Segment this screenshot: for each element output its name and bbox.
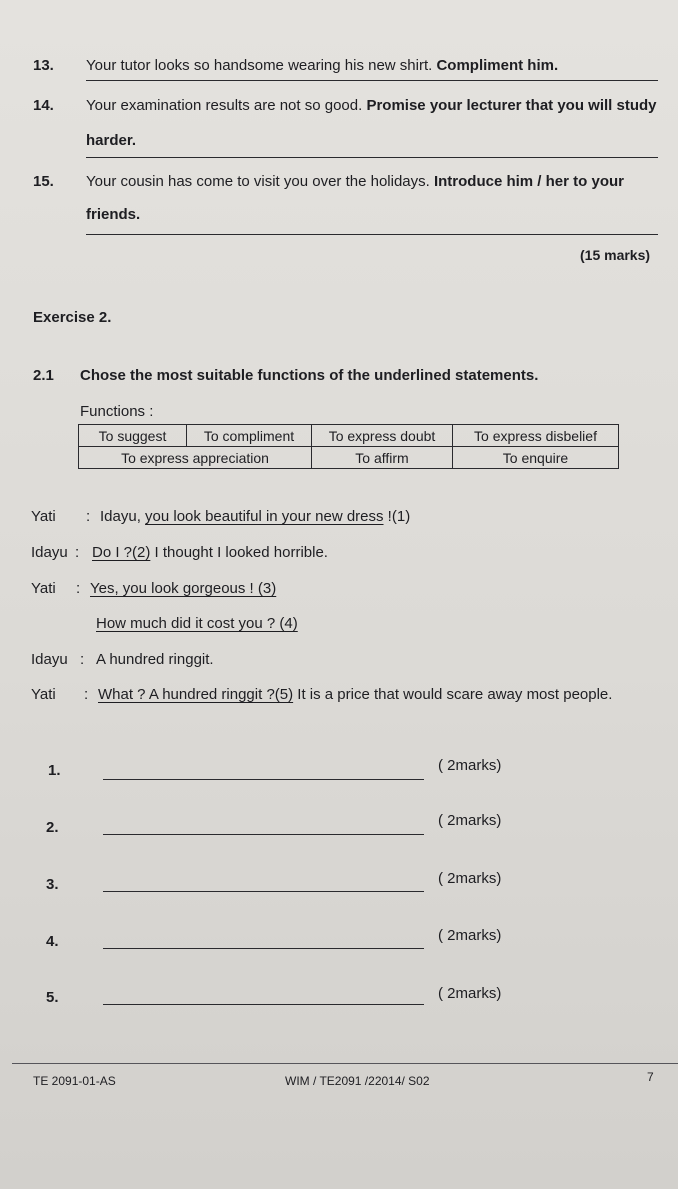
function-cell: To enquire: [453, 447, 619, 469]
functions-row: [79, 447, 619, 469]
answer-marks: ( 2marks): [438, 927, 502, 944]
answer-marks: ( 2marks): [438, 985, 502, 1002]
answer-line-4[interactable]: [103, 948, 424, 949]
answer-line-13[interactable]: [86, 80, 658, 81]
total-marks: (15 marks): [580, 247, 651, 263]
dialogue-colon: :: [75, 544, 80, 561]
dialogue-line-6: What ? A hundred ringgit ?(5) It is a price that would scare away most people.: [98, 686, 613, 703]
function-cell: To express doubt: [312, 425, 453, 447]
dialogue-line-4: How much did it cost you ? (4): [96, 615, 298, 632]
answer-number: 1.: [48, 762, 61, 779]
answer-number: 3.: [46, 876, 59, 893]
dialogue-colon: :: [76, 580, 81, 597]
answer-number: 2.: [46, 819, 59, 836]
dialogue-line-5: A hundred ringgit.: [96, 651, 214, 668]
answer-line-3[interactable]: [103, 891, 424, 892]
footer-course-code: TE 2091-01-AS: [33, 1074, 116, 1088]
question-13-text: Your tutor looks so handsome wearing his new shirt. Compliment him.: [86, 57, 559, 74]
instruction-text: Chose the most suitable functions of the underlined statements.: [80, 367, 539, 384]
dialogue-colon: :: [80, 651, 85, 668]
function-cell: To compliment: [187, 425, 312, 447]
exercise-title: Exercise 2.: [33, 309, 112, 326]
page-number: 7: [647, 1070, 654, 1084]
question-14-text: Your examination results are not so good. Promise your lecturer that you will study: [86, 97, 657, 114]
question-15-number: 15.: [33, 173, 54, 190]
dialogue-line-3: Yes, you look gorgeous ! (3): [90, 580, 277, 597]
footer-paper-code: WIM / TE2091 /22014/ S02: [285, 1074, 430, 1088]
dialogue-speaker: Idayu: [31, 651, 68, 668]
dialogue-line-2: Do I ?(2) I thought I looked horrible.: [92, 544, 328, 561]
dialogue-speaker: Yati: [31, 508, 56, 525]
function-cell: To suggest: [79, 425, 187, 447]
function-cell: To express disbelief: [453, 425, 619, 447]
dialogue-speaker: Yati: [31, 580, 56, 597]
answer-number: 4.: [46, 933, 59, 950]
answer-marks: ( 2marks): [438, 812, 502, 829]
functions-row: [79, 425, 619, 447]
functions-label: Functions :: [80, 403, 154, 420]
question-14-number: 14.: [33, 97, 54, 114]
question-13-number: 13.: [33, 57, 54, 74]
answer-line-1[interactable]: [103, 779, 424, 780]
question-14-continuation: harder.: [86, 132, 137, 149]
footer-divider: [12, 1063, 678, 1064]
dialogue-line-1: Idayu, you look beautiful in your new dress !(1): [100, 508, 411, 525]
answer-line-15[interactable]: [86, 234, 658, 235]
question-15-continuation: friends.: [86, 206, 141, 223]
dialogue-colon: :: [84, 686, 89, 703]
function-cell: To express appreciation: [79, 447, 312, 469]
dialogue-speaker: Yati: [31, 686, 56, 703]
functions-table: [78, 424, 619, 469]
answer-number: 5.: [46, 989, 59, 1006]
answer-marks: ( 2marks): [438, 757, 502, 774]
answer-marks: ( 2marks): [438, 870, 502, 887]
dialogue-colon: :: [86, 508, 91, 525]
dialogue-speaker: Idayu: [31, 544, 68, 561]
question-15-text: Your cousin has come to visit you over the holidays. Introduce him / her to your: [86, 173, 624, 190]
answer-line-14[interactable]: [86, 157, 658, 158]
instruction-number: 2.1: [33, 367, 54, 384]
function-cell: To affirm: [312, 447, 453, 469]
answer-line-2[interactable]: [103, 834, 424, 835]
answer-line-5[interactable]: [103, 1004, 424, 1005]
